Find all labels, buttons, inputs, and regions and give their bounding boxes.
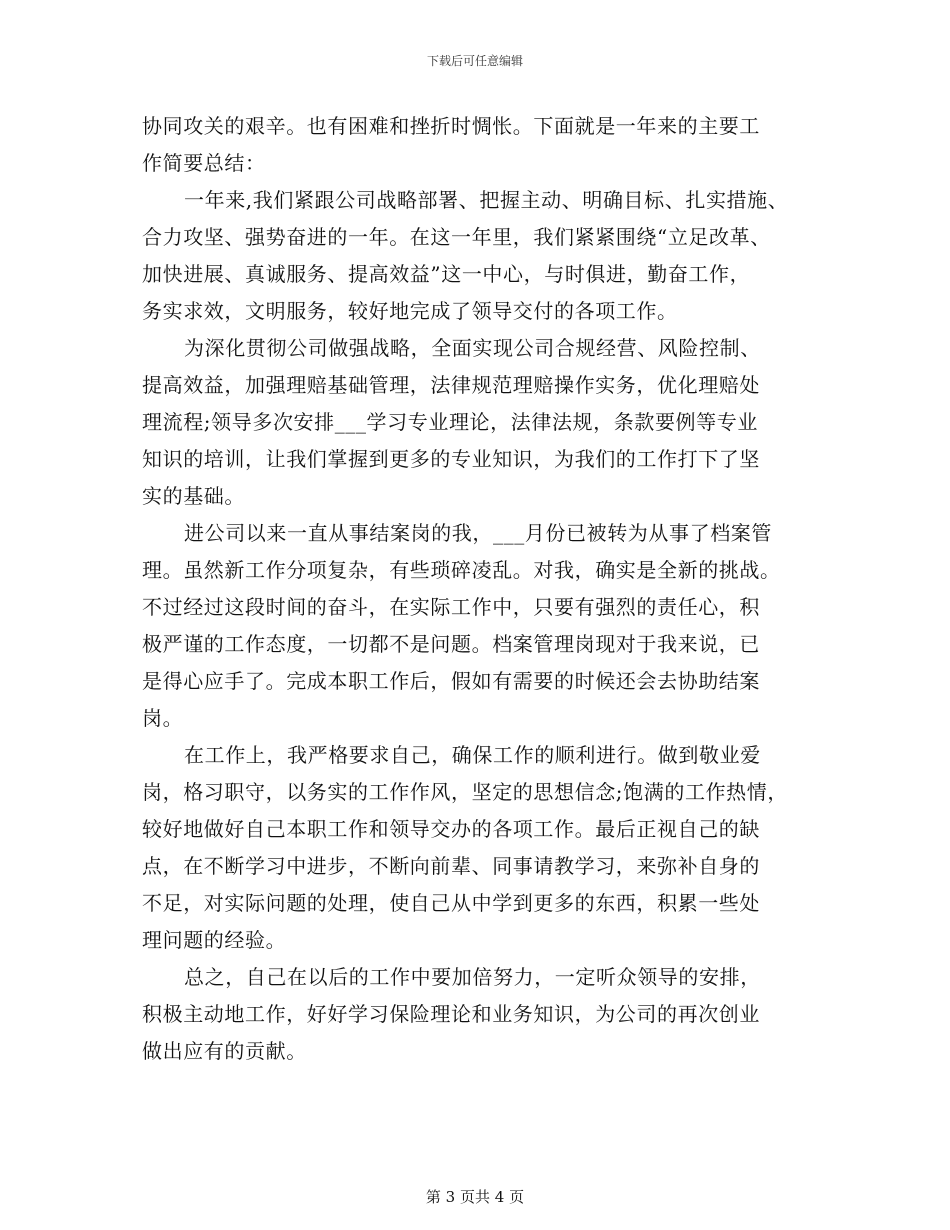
paragraph-first-line: 在工作上，我严格要求自己，确保工作的顺利进行。做到敬业爱 — [184, 743, 761, 767]
text-line: 作简要总结： — [142, 151, 266, 175]
paragraph-first-line: 进公司以来一直从事结案岗的我，___月份已被转为从事了档案管 — [184, 521, 772, 545]
text-line: 积极主动地工作，好好学习保险理论和业务知识，为公司的再次创业 — [142, 1002, 760, 1026]
paragraph-first-line: 为深化贯彻公司做强战略，全面实现公司合规经营、风险控制、 — [184, 336, 761, 360]
text-line: 知识的培训，让我们掌握到更多的专业知识，为我们的工作打下了坚 — [142, 447, 760, 471]
text-line: 较好地做好自己本职工作和领导交办的各项工作。最后正视自己的缺 — [142, 817, 760, 841]
page-header-note: 下载后可任意编辑 — [426, 54, 523, 68]
paragraph-first-line: 一年来,我们紧跟公司战略部署、把握主动、明确目标、扎实措施、 — [184, 188, 789, 212]
text-line: 岗，格习职守，以务实的工作作风，坚定的思想信念;饱满的工作热情， — [142, 780, 788, 804]
text-line: 实的基础。 — [142, 484, 245, 508]
text-line: 极严谨的工作态度，一切都不是问题。档案管理岗现对于我来说，已 — [142, 632, 760, 656]
text-line: 加快进展、真诚服务、提高效益”这一中心，与时俱进，勤奋工作， — [142, 262, 751, 286]
page-number: 第 3 页共 4 页 — [425, 1188, 525, 1206]
text-line: 理问题的经验。 — [142, 928, 287, 952]
text-line: 不足，对实际问题的处理，使自己从中学到更多的东西，积累一些处 — [142, 891, 760, 915]
text-line: 务实求效，文明服务，较好地完成了领导交付的各项工作。 — [142, 299, 678, 323]
text-line: 理流程;领导多次安排___学习专业理论，法律法规，条款要例等专业 — [142, 410, 758, 434]
text-line: 不过经过这段时间的奋斗，在实际工作中，只要有强烈的责任心，积 — [142, 595, 760, 619]
text-line: 提高效益，加强理赔基础管理，法律规范理赔操作实务，优化理赔处 — [142, 373, 760, 397]
text-line: 是得心应手了。完成本职工作后，假如有需要的时候还会去协助结案 — [142, 669, 760, 693]
text-line: 理。虽然新工作分项复杂，有些琐碎凌乱。对我，确实是全新的挑战。 — [142, 558, 781, 582]
paragraph-first-line: 总之，自己在以后的工作中要加倍努力，一定听众领导的安排， — [184, 965, 761, 989]
text-line: 协同攻关的艰辛。也有困难和挫折时惆怅。下面就是一年来的主要工 — [142, 114, 760, 138]
text-line: 岗。 — [142, 706, 184, 730]
text-line: 点，在不断学习中进步，不断向前辈、同事请教学习，来弥补自身的 — [142, 854, 760, 878]
text-line: 合力攻坚、强势奋进的一年。在这一年里，我们紧紧围绕“立足改革、 — [142, 225, 771, 249]
text-line: 做出应有的贡献。 — [142, 1039, 307, 1063]
document-body — [142, 108, 832, 1070]
